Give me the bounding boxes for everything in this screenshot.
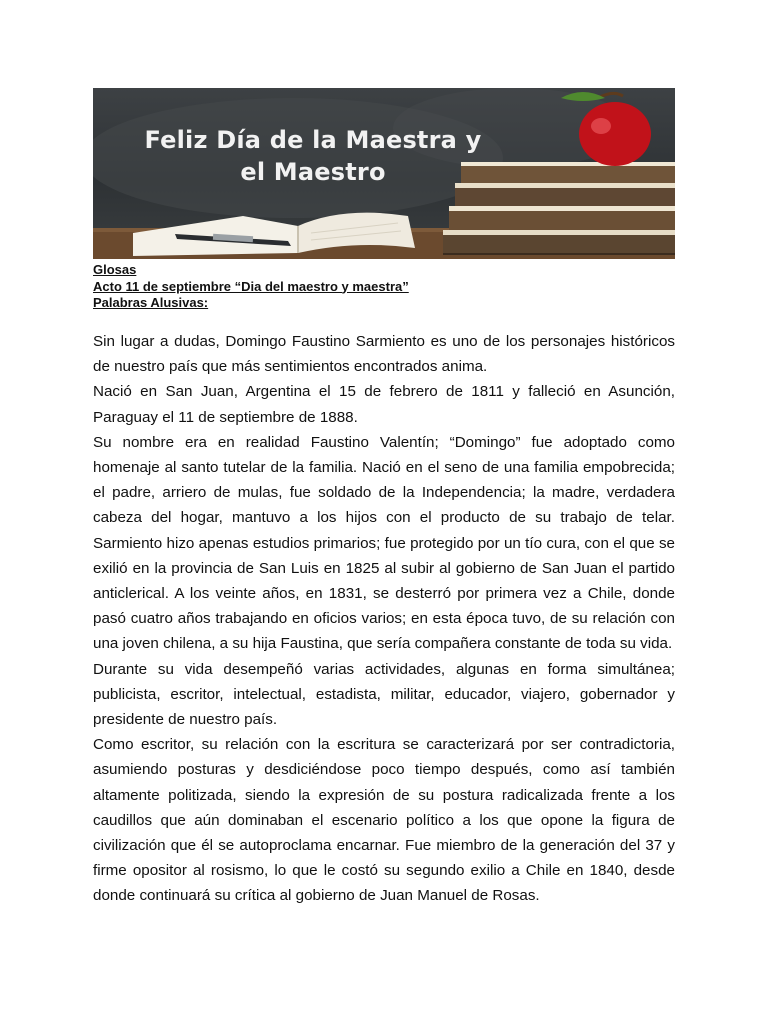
document-body [93,329,675,909]
banner-title-line-1: Feliz Día de la Maestra y [144,126,482,154]
paragraph: Su nombre era en realidad Faustino Valentín; “Domingo” fue adoptado como homenaje al santo tutelar de la familia. Nació en el seno de una familia empobrecida; el padre, arriero de mulas, fue soldado de la Independencia; la madre, verdadera cabeza del hogar, mantuvo a los hijos con el producto de su trabajo de telar. Sarmiento hizo apenas estudios primarios; fue protegido por un tío cura, con el que se exilió en la provincia de San Luis en 1825 al subir al gobierno de San Juan el partido anticlerical. A los veinte años, en 1831, se desterró por primera vez a Chile, donde pasó cuatro años trabajando en oficios varios; en esta época tuvo, de su relación con una joven chilena, a su hija Faustina, que sería compañera constante de toda su vida. [93,433,675,653]
paragraph: Durante su vida desempeñó varias actividades, algunas en forma simultánea; publicista, escritor, intelectual, estadista, militar, educador, viajero, gobernador y presidente de nuestro país. [93,660,675,729]
paragraph: Como escritor, su relación con la escritura se caracterizará por ser contradictoria, asumiendo posturas y desdiciéndose poco tiempo después, como así también altamente politizada, siendo la expresión de su postura radicalizada frente a los caudillos que aún dominaban el escenario político a los que opone la figura de civilización que él se autoproclama encarnar. Fue miembro de la generación del 37 y firme opositor al rosismo, lo que le costó su segundo exilio a Chile en 1840, desde donde continuará su crítica al gobierno de Juan Manuel de Rosas. [93,736,675,905]
palabras-label: Palabras Alusivas: [93,295,209,310]
acto-label: Acto 11 de septiembre “Dia del maestro y maestra” [93,278,409,294]
banner-title-line-2: el Maestro [240,158,386,186]
paragraph: Sin lugar a dudas, Domingo Faustino Sarmiento es uno de los personajes históricos de nuestro país que más sentimientos encontrados anima. [93,333,675,376]
banner-image [93,88,675,259]
banner-title [93,124,533,188]
paragraph: Nació en San Juan, Argentina el 15 de febrero de 1811 y falleció en Asunción, Paraguay el 11 de septiembre de 1888. [93,383,675,426]
document-header [93,262,675,312]
glosas-label: Glosas [93,262,137,277]
